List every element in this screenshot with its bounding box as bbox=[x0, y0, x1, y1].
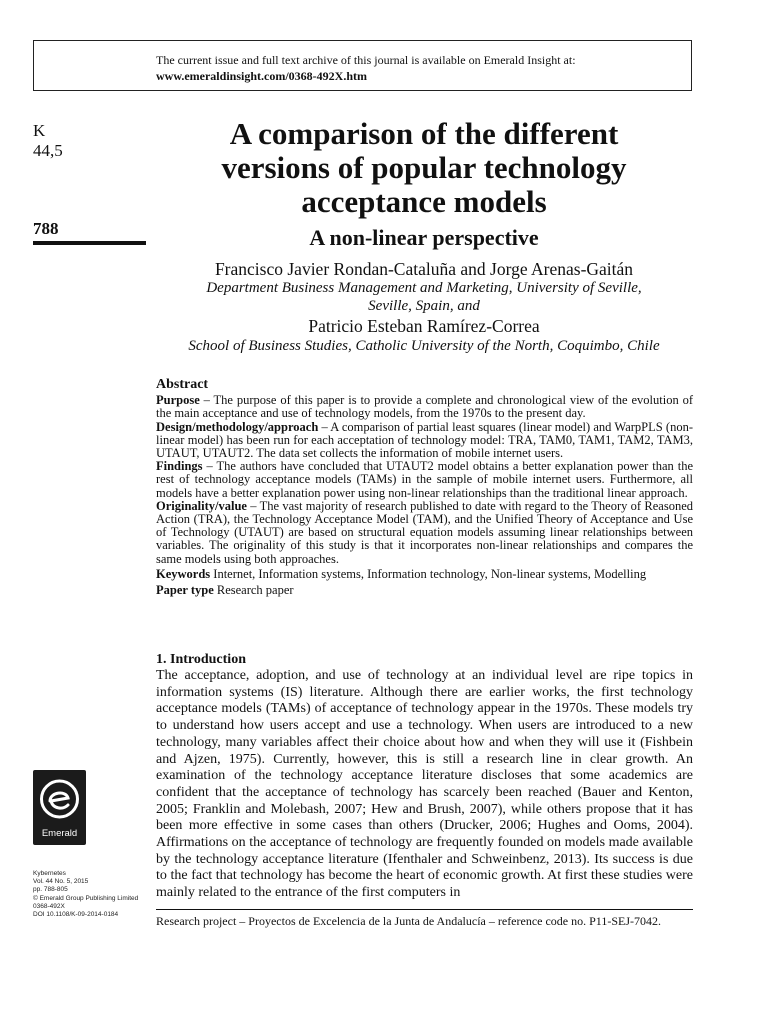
page-number: 788 bbox=[33, 219, 59, 238]
findings-text: – The authors have concluded that UTAUT2 model obtains a better explanation power than the rest of technology acceptance models (TAMs) in the sample of mobile internet users. Furthermore, all models have a better explanation power using non-linear relationships than the traditional linear approach. bbox=[156, 459, 693, 500]
originality-text: – The vast majority of research published to date with regard to the Theory of Reasoned Action (TRA), the Technology Acceptance Model (TAM), and the Unified Theory of Acceptance and Use of Technology (UTAUT) are based on structural equation models assuming linear relationships between variables. The originality of this study is that it incorporates non-linear relationships and compares the same models using both approaches. bbox=[156, 498, 693, 566]
introduction-body: The acceptance, adoption, and use of technology at an individual level are ripe topics in information systems (IS) literature. Although there are earlier works, the first technology acceptance models (TAMs) of acceptance of technology appear in the 1970s. These models try to understand how users accept and use a technology. When users are introduced to a new technology, many variables affect their choice about how and when they will use it (Fishbein and Ajzen, 1975). Currently, however, this is still a research line in clear growth. An examination of the technology acceptance literature discloses that some academics are confident that the acceptance of technology has scarcely been reached (Bauer and Kenton, 2005; Franklin and Molebash, 2007; Hew and Brush, 2007), while others propose that it has been more effective in some cases than others (Drucker, 2006; Hughes and Ooms, 2004). Affirmations on the acceptance of technology are frequently founded on models made available by the technology acceptance literature (Ifenthaler and Schweinbenz, 2013). Its success is due to the fact that technology has become the heart of economic growth. At first these studies were mainly related to the entrance of the first computers in bbox=[156, 668, 693, 901]
meta-journal: Kybernetes bbox=[33, 870, 66, 877]
keywords-text: Internet, Information systems, Information technology, Non-linear systems, Modelling bbox=[210, 566, 647, 581]
journal-access-box bbox=[33, 40, 692, 91]
meta-doi: DOI 10.1108/K-09-2014-0184 bbox=[33, 911, 119, 919]
journal-abbr: K bbox=[33, 121, 46, 140]
design-label: Design/methodology/approach bbox=[156, 419, 319, 434]
access-notice: The current issue and full text archive of this journal is available on Emerald Insight at: bbox=[156, 53, 576, 67]
affiliation-1-line-2: Seville, Spain, and bbox=[368, 298, 480, 314]
design-text: – A comparison of partial least squares (linear model) and WarpPLS (non-linear model) has been run for each acceptation of technology model: TRA, TAM0, TAM1, TAM2, TAM3, UTAUT, UTAUT2. The data set collects the information of mobile internet users. bbox=[156, 419, 693, 461]
originality-label: Originality/value bbox=[156, 498, 247, 513]
abstract-purpose bbox=[156, 394, 693, 420]
paper-type-label: Paper type bbox=[156, 583, 214, 598]
title-line: A comparison of the different bbox=[229, 116, 619, 151]
keywords-label: Keywords bbox=[156, 566, 211, 581]
authors-primary: Francisco Javier Rondan-Cataluña and Jorge Arenas-Gaitán bbox=[214, 259, 634, 279]
title-line: acceptance models bbox=[301, 184, 547, 219]
publication-metadata bbox=[33, 870, 138, 919]
abstract bbox=[156, 378, 693, 597]
abstract-findings bbox=[156, 460, 693, 500]
findings-label: Findings bbox=[156, 459, 203, 474]
meta-copyright: © Emerald Group Publishing Limited bbox=[33, 894, 139, 902]
publisher-name: Emerald bbox=[41, 828, 78, 839]
purpose-label: Purpose bbox=[156, 393, 200, 408]
publisher-logo bbox=[33, 770, 86, 845]
abstract-paper-type bbox=[156, 584, 693, 597]
section-heading-introduction: 1. Introduction bbox=[156, 652, 246, 667]
purpose-text: – The purpose of this paper is to provide a complete and chronological view of the evolution of the main acceptance and use of technology models, from the 1970s to the present day. bbox=[156, 393, 693, 421]
journal-volume-tag bbox=[33, 121, 63, 161]
abstract-keywords bbox=[156, 568, 693, 581]
article-subtitle: A non-linear perspective bbox=[309, 225, 539, 250]
authors-secondary: Patricio Esteban Ramírez-Correa bbox=[308, 316, 540, 336]
paper-type-text: Research paper bbox=[213, 583, 294, 598]
abstract-originality bbox=[156, 500, 693, 566]
funding-footnote: Research project – Proyectos de Excelencia de la Junta de Andalucía – reference code no. P11-SEJ-7042. bbox=[156, 914, 662, 928]
meta-issn: 0368-492X bbox=[33, 902, 65, 910]
affiliation-1-line-1: Department Business Management and Marketing, University of Seville, bbox=[206, 280, 642, 296]
abstract-design bbox=[156, 421, 693, 461]
affiliation-2: School of Business Studies, Catholic University of the North, Coquimbo, Chile bbox=[188, 338, 660, 354]
article-title bbox=[156, 117, 692, 219]
journal-url[interactable]: www.emeraldinsight.com/0368-492X.htm bbox=[156, 69, 367, 83]
emerald-logo-icon bbox=[39, 777, 80, 821]
title-line: versions of popular technology bbox=[221, 150, 627, 185]
page-number-rule bbox=[33, 241, 146, 245]
volume-issue: 44,5 bbox=[33, 141, 63, 160]
meta-volume: Vol. 44 No. 5, 2015 bbox=[33, 878, 89, 886]
meta-pages: pp. 788-805 bbox=[33, 886, 68, 894]
abstract-heading: Abstract bbox=[156, 377, 209, 392]
footnote-rule bbox=[156, 909, 693, 910]
